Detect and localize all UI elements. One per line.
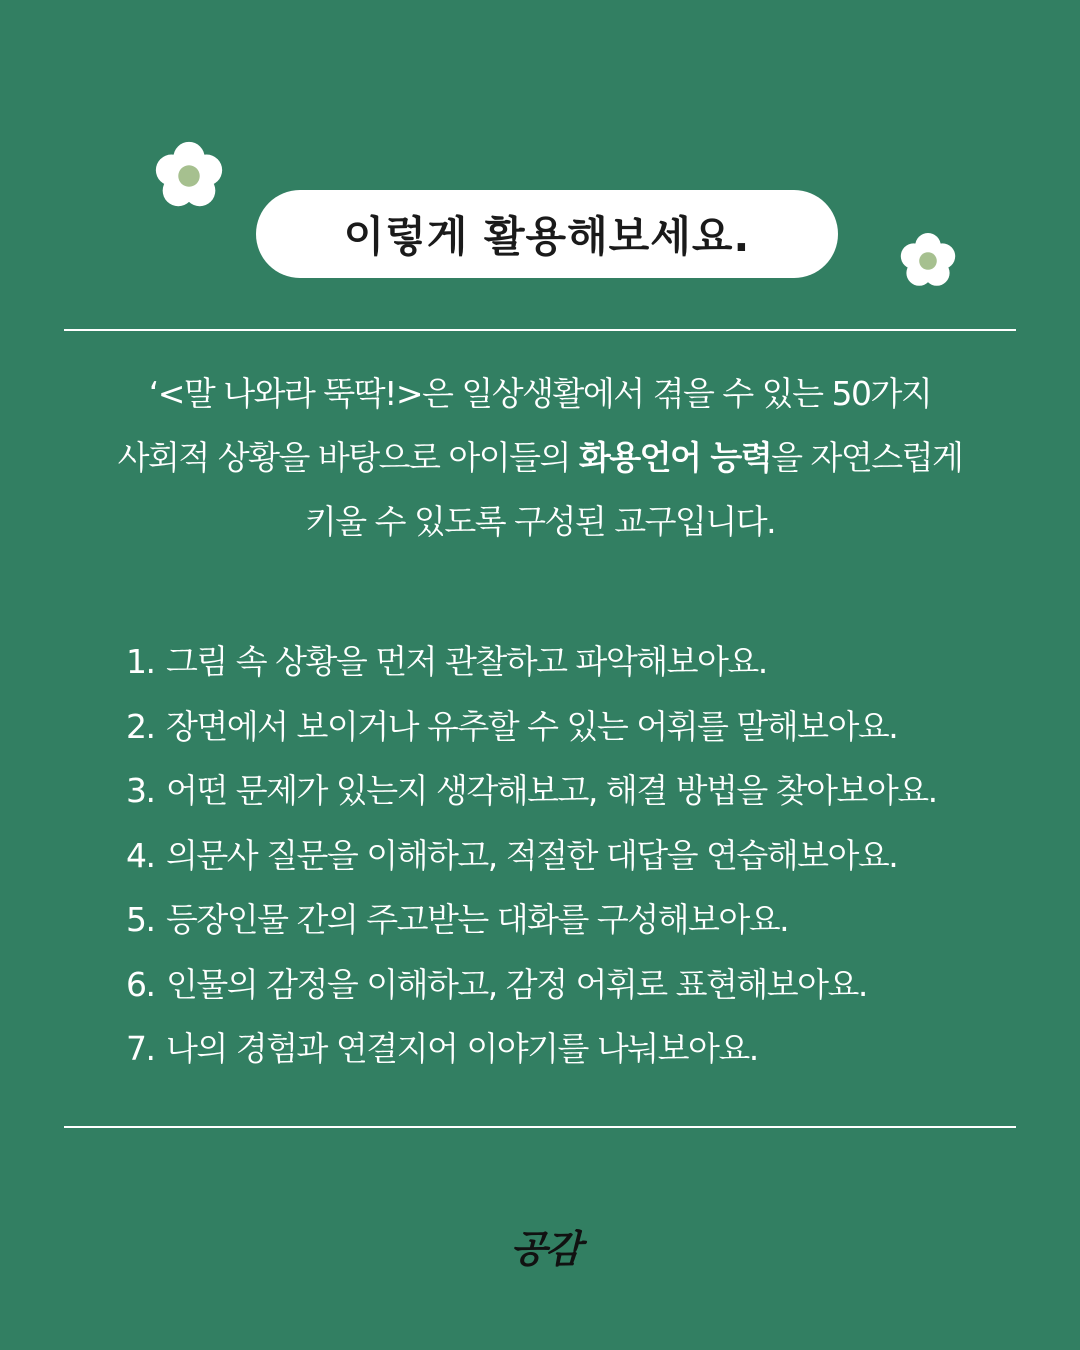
step-text: 어떤 문제가 있는지 생각해보고, 해결 방법을 찾아보아요. — [166, 771, 937, 810]
intro-line-2 — [60, 426, 1020, 490]
step-number: 6. — [126, 964, 155, 1004]
step-item — [126, 1017, 1026, 1082]
flower-icon — [896, 229, 960, 293]
step-item — [126, 824, 1026, 889]
step-text: 의문사 질문을 이해하고, 적절한 대답을 연습해보아요. — [166, 835, 898, 875]
title-pill — [256, 190, 838, 278]
step-number: 1. — [126, 642, 155, 681]
step-text: 장면에서 보이거나 유추할 수 있는 어휘를 말해보아요. — [166, 706, 898, 746]
intro-line-2-prefix: 사회적 상황을 바탕으로 아이들의 — [117, 438, 579, 477]
top-divider — [64, 329, 1016, 331]
step-number: 2. — [126, 706, 155, 746]
brand-logo: 공감 — [510, 1225, 580, 1271]
step-number: 5. — [126, 900, 155, 939]
flower-icon — [150, 137, 228, 215]
step-number: 3. — [126, 771, 155, 810]
intro-highlight: 화용언어 능력 — [578, 438, 772, 477]
step-number: 7. — [126, 1029, 155, 1068]
step-text: 등장인물 간의 주고받는 대화를 구성해보아요. — [166, 900, 789, 939]
bottom-divider — [64, 1126, 1016, 1128]
step-item — [126, 630, 1026, 695]
intro-line-3: 키울 수 있도록 구성된 교구입니다. — [304, 502, 776, 541]
intro-paragraph — [60, 362, 1020, 554]
steps-list — [126, 630, 1026, 1082]
step-text: 인물의 감정을 이해하고, 감정 어휘로 표현해보아요. — [166, 964, 867, 1004]
step-item — [126, 695, 1026, 760]
intro-line-2-suffix: 을 자연스럽게 — [771, 438, 963, 477]
page-title: 이렇게 활용해보세요. — [343, 212, 751, 261]
step-item — [126, 953, 1026, 1018]
step-item — [126, 759, 1026, 824]
step-item — [126, 888, 1026, 953]
intro-line-1: ‘<말 나와라 뚝딱!>은 일상생활에서 겪을 수 있는 50가지 — [148, 374, 932, 413]
step-text: 나의 경험과 연결지어 이야기를 나눠보아요. — [166, 1029, 758, 1068]
step-text: 그림 속 상황을 먼저 관찰하고 파악해보아요. — [166, 642, 767, 681]
step-number: 4. — [126, 835, 155, 875]
